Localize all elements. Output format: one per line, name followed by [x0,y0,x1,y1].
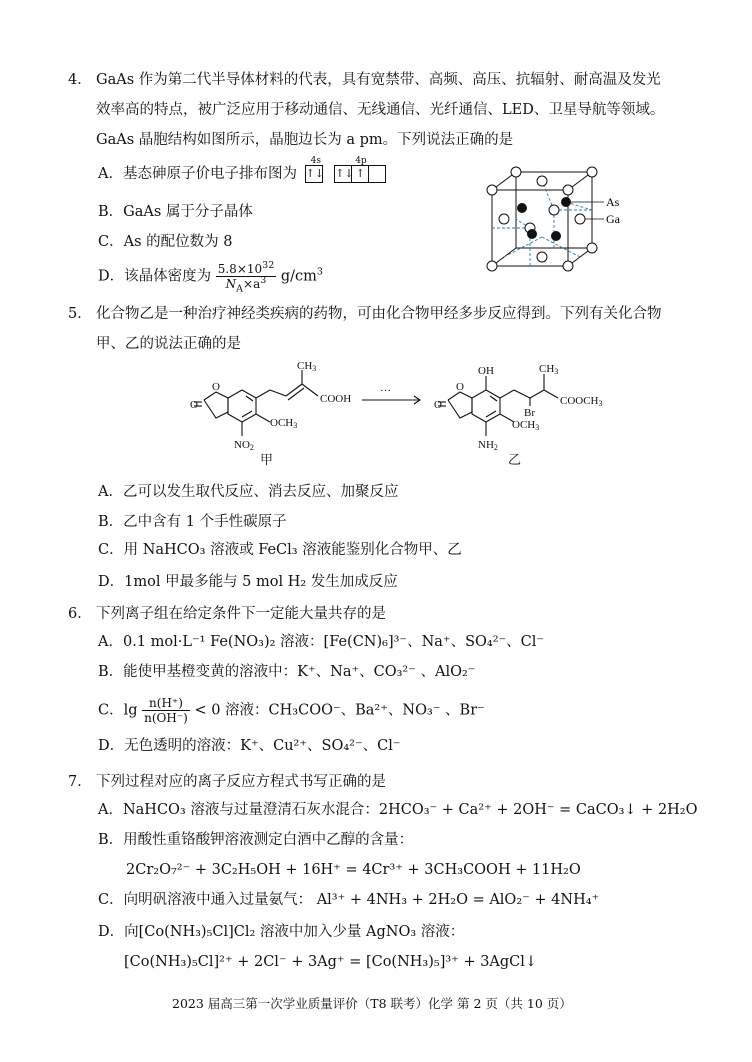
aromatic-bond [242,411,252,417]
mol1-no2: NO2 [234,439,254,452]
q6-number: 6． [68,606,92,622]
mol2-carbonyl-o: O [434,399,442,411]
mol1-cooh: COOH [320,393,352,405]
q7-option-c: C．向明矾溶液中通入过量氨气： Al³⁺ + 4NH₃ + 2H₂O = AlO₂⁻ + 4NH₄⁺ [98,892,600,908]
mol2-ring-o: O [456,381,464,393]
q7-option-b-equation: 2Cr₂O₇²⁻ + 3C₂H₅OH + 16H⁺ = 4Cr³⁺ + 3CH₃COOH + 11H₂O [126,862,581,878]
mol1-ch3: CH3 [297,360,317,373]
q7-number: 7． [68,774,92,790]
reaction-scheme [190,360,620,470]
q4-option-a [98,156,386,186]
q7-option-b: B．用酸性重铬酸钾溶液测定白酒中乙醇的含量： [98,832,414,848]
density-unit-exp: 3 [316,266,323,278]
orbital-box [368,165,386,183]
orbital-box: ↑ [351,165,369,183]
q5-stem-line1: 化合物乙是一种治疗神经类疾病的药物，可由化合物甲经多步反应得到。下列有关化合物 [96,306,662,322]
bond-line [542,237,580,257]
ga-atom [499,214,509,224]
ga-atom [587,243,597,253]
aromatic-bond [246,396,253,401]
side-chain-bond [530,390,544,398]
cooh-bond [302,384,318,396]
page-footer: 2023 届高三第一次学业质量评价（T8 联考）化学 第 2 页（共 10 页） [172,996,572,1011]
fraction-exp: 32 [262,260,275,271]
q6-option-a: A．0.1 mol·L⁻¹ Fe(NO₃)₂ 溶液：[Fe(CN)₆]³⁻、Na⁺、SO₄²⁻、Cl⁻ [98,634,545,650]
as-atom [517,203,527,213]
q5-option-b: B．乙中含有 1 个手性碳原子 [98,514,287,530]
mol2-cooch3: COOCH3 [560,395,603,408]
mol2-ch3: CH3 [539,363,559,376]
double-bond [286,384,302,396]
reaction-dots: ··· [380,385,391,397]
fraction-den-n: N [225,277,237,291]
mol2-br: Br [524,407,535,419]
q5-option-a: A．乙可以发生取代反应、消去反应、加聚反应 [98,484,399,500]
ga-atom [511,167,521,177]
q5-option-c: C．用 NaHCO₃ 溶液或 FeCl₃ 溶液能鉴别化合物甲、乙 [98,542,462,558]
orbital-box: ↑↓ [334,165,352,183]
ga-atom [587,167,597,177]
as-atom [527,229,537,239]
side-chain-bond [514,390,530,398]
side-chain-bond [500,390,514,398]
mol2-oh: OH [478,365,494,377]
q5-stem-line2: 甲、乙的说法正确的是 [96,336,241,352]
lactone-ring-1 [204,392,228,418]
mol2-och3: OCH3 [512,419,540,432]
lactone-ring-2 [448,392,472,418]
mol1-ring-o: O [212,381,220,393]
q7-option-a: A．NaHCO₃ 溶液与过量澄清石灰水混合：2HCO₃⁻ + Ca²⁺ + 2OH⁻ = CaCO₃↓ + 2H₂O [98,802,698,818]
double-bond [288,388,304,400]
q7-option-d: D．向[Co(NH₃)₅Cl]Cl₂ 溶液中加入少量 AgNO₃ 溶液： [98,924,465,940]
q4-option-b: B．GaAs 属于分子晶体 [98,204,253,220]
q6-option-c-suffix: < 0 溶液：CH₃COO⁻、Ba²⁺、NO₃⁻ 、Br⁻ [194,702,485,719]
q4-option-d-text: D．该晶体密度为 [98,268,212,285]
q4-stem-line3: GaAs 晶胞结构如图所示，晶胞边长为 a pm。下列说法正确的是 [96,132,514,148]
q7-stem: 下列过程对应的离子反应方程式书写正确的是 [96,774,386,790]
q6-option-b: B．能使甲基橙变黄的溶液中：K⁺、Na⁺、CO₃²⁻ 、AlO₂⁻ [98,664,476,680]
fraction-den-exp: 3 [260,275,267,286]
q4-option-c: C．As 的配位数为 8 [98,234,233,250]
q4-stem-line1: GaAs 作为第二代半导体材料的代表，具有宽禁带、高频、高压、抗辐射、耐高温及发光 [96,72,661,88]
mol2-name: 乙 [508,453,522,468]
q6-stem: 下列离子组在给定条件下一定能大量共存的是 [96,606,386,622]
ga-atom [575,214,585,224]
density-unit: g/cm [280,268,317,285]
aromatic-bond [486,411,496,417]
side-chain-bond [270,390,286,396]
ga-atom [487,185,497,195]
q4-option-a-text: A．基态砷原子价电子排布图为 [98,166,297,182]
q6-option-c [98,696,485,725]
log-fraction-num: n(H⁺) [142,696,190,711]
benzene-ring-1 [228,390,256,422]
ga-atom [537,176,547,186]
q4-stem-line2: 效率高的特点，被广泛应用于移动通信、无线通信、光纤通信、LED、卫星导航等领域。 [96,102,665,118]
q4-number: 4． [68,72,92,88]
orbital-4p-label: 4p [355,156,367,166]
gaas-unit-cell-figure [480,160,630,275]
ga-atom [549,205,559,215]
as-atom [551,231,561,241]
q5-option-d: D．1mol 甲最多能与 5 mol H₂ 发生加成反应 [98,574,398,590]
log-fraction-den: n(OH⁻) [144,711,188,725]
ga-label: Ga [606,212,620,226]
fraction-den-sub: A [236,283,244,295]
aromatic-bond [490,396,497,401]
och3-bond [256,414,270,422]
as-atom [561,197,571,207]
orbital-box: ↑↓ [305,165,323,183]
fraction-den-a: ×a [243,277,261,291]
ga-atom [537,252,547,262]
q4-option-d [98,260,323,295]
as-label: As [606,195,620,209]
ga-atom [487,261,497,271]
q5-number: 5． [68,306,92,322]
q6-option-d: D．无色透明的溶液：K⁺、Cu²⁺、SO₄²⁻、Cl⁻ [98,738,401,754]
ga-atom [563,185,573,195]
mol2-nh2: NH2 [478,439,498,452]
ester-bond [544,390,558,398]
mol1-och3: OCH3 [270,417,298,430]
orbital-4s [305,156,325,186]
ga-atom [563,261,573,271]
log-fraction [142,696,190,725]
orbital-4s-label: 4s [310,156,321,166]
q7-option-d-equation: [Co(NH₃)₅Cl]²⁺ + 2Cl⁻ + 3Ag⁺ = [Co(NH₃)₅]³⁺ + 3AgCl↓ [124,954,538,970]
side-chain-bond [256,390,270,398]
mol1-carbonyl-o: O [190,399,198,411]
q6-option-c-prefix: C．lg [98,702,138,719]
fraction-numerator: 5.8×10 [217,262,263,276]
density-fraction [216,260,277,295]
mol1-name: 甲 [260,453,274,468]
benzene-ring-2 [472,390,500,422]
orbital-4p [335,156,386,186]
bond-line [504,237,542,257]
